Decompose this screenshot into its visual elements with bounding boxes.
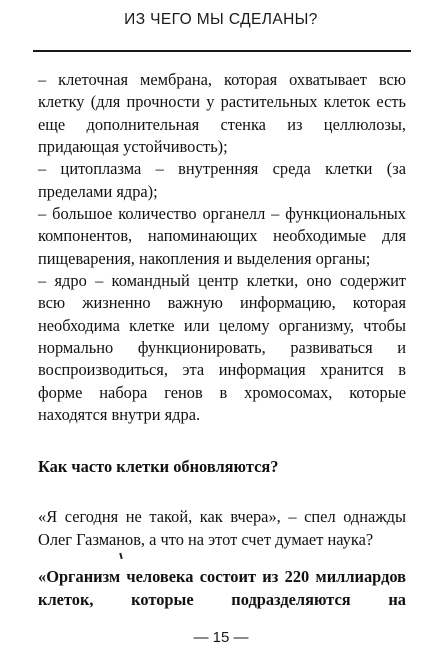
stray-mark: [119, 553, 122, 559]
paragraph-nucleus: – ядро – командный центр клетки, оно содержит всю жизненно важную информацию, которая необходима клетке или целому организму, чтобы нормально функционировать, развиваться и воспроизводиться, эта информация хранится в форме набора генов в хромосомах, которые находятся внутри ядра.: [38, 271, 406, 425]
section-heading: Как часто клетки обновляются?: [38, 457, 279, 476]
paragraph-membrane: – клеточная мембрана, которая охватывает всю клетку (для прочности у растительных клеток есть еще дополнительная стенка из целлюлозы, придающая устойчивость);: [38, 70, 406, 157]
paragraph-organelles: – большое количество органелл – функциональных компонентов, напоминающих необходимые для пищеварения, накопления и выделения органы;: [38, 204, 406, 268]
header-rule: [33, 50, 411, 52]
paragraph-cytoplasm: – цитоплазма – внутренняя среда клетки (за пределами ядра);: [38, 159, 406, 201]
quote-paragraph: «Я сегодня не такой, как вчера», – спел однажды Олег Газманов, а что на этот счет думает наука?: [38, 507, 406, 549]
body-text: [38, 69, 406, 427]
page-number: — 15 —: [193, 629, 249, 646]
running-header: ИЗ ЧЕГО МЫ СДЕЛАНЫ?: [124, 11, 318, 28]
bold-paragraph: «Организм человека состоит из 220 миллиардов клеток, которые подразделяются на: [38, 567, 406, 609]
